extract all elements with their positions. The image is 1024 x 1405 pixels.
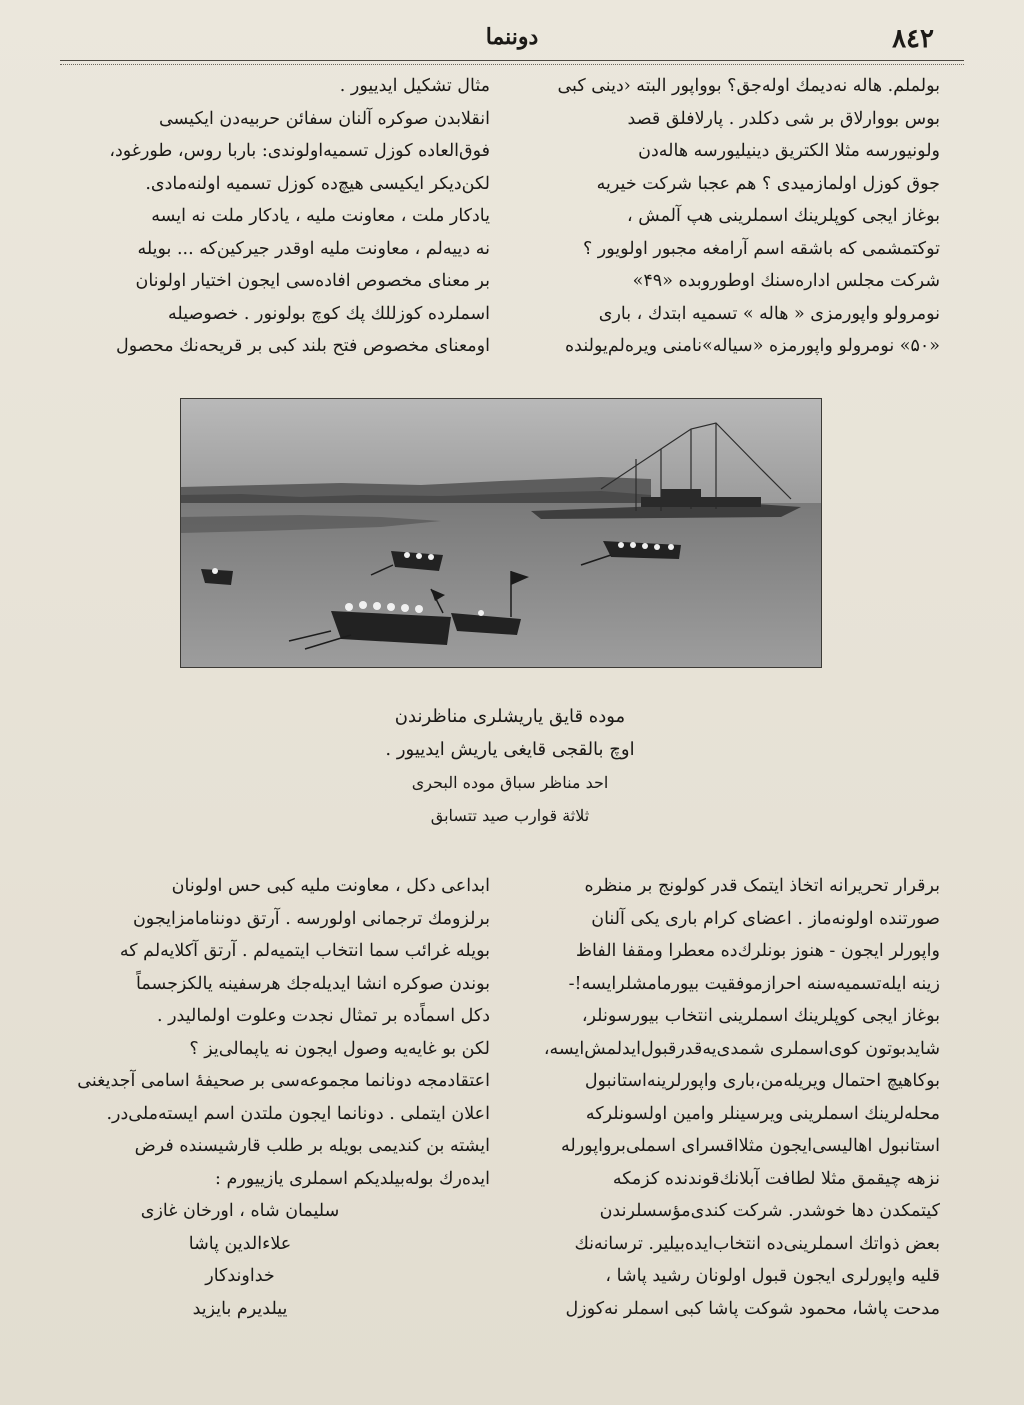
text-line: بوغاز ایجی کوپلرینك اسملرینی انتخاب بیورسونلر، xyxy=(581,1006,940,1026)
text-line: بوکاهیچ احتمال ویریله‌من،باری واپورلرینه‌استانبول xyxy=(584,1071,940,1091)
text-line: خداوندکار xyxy=(205,1266,275,1286)
text-line: شرکت مجلس اداره‌سنك اوطوروبده «۴۹» xyxy=(632,271,940,291)
text-line: واپورلر ایجون - هنوز بونلرك‌ده معطرا ومقفا الفاظ xyxy=(575,941,940,961)
caption-line-3: احد مناظر سباق موده البحری xyxy=(411,773,609,792)
column-bottom-left-body xyxy=(70,870,490,1195)
column-top-right xyxy=(500,70,940,363)
caption-line-2: اوچ بالقجی قایغی یاریش ایدییور . xyxy=(385,739,635,760)
page-number: ٨٤٢ xyxy=(892,24,934,54)
text-line: توکتمشمی که باشقه اسم آرامغه مجبور اولویور ؟ xyxy=(582,238,940,259)
photo-caption xyxy=(250,700,770,832)
text-line: ایده‌رك بوله‌بیلدیکم اسملری یازییورم : xyxy=(215,1168,490,1189)
text-line: کیتمکدن دها خوشدر. شرکت کندی‌مؤسسلرندن xyxy=(599,1201,940,1221)
text-line: علاءالدین پاشا xyxy=(188,1233,292,1254)
text-line: مثال تشکیل ایدییور . xyxy=(339,76,490,96)
text-line: بر معنای مخصوص افاده‌سی ایجون اختیار اولونان xyxy=(135,271,490,291)
column-bottom-right xyxy=(500,870,940,1325)
text-line: سلیمان شاه ، اورخان غازی xyxy=(140,1201,340,1221)
text-line: بوندن صوکره انشا ایدیله‌جك هرسفینه یالکزجسماً xyxy=(136,973,490,994)
text-line: اومعنای مخصوص فتح بلند کبی بر قریحه‌نك محصول xyxy=(115,336,490,356)
text-line: اعلان ایتملی . دونانما ایجون ملتدن اسم ایسته‌ملی‌در. xyxy=(106,1103,490,1124)
column-bottom-left xyxy=(70,870,490,1325)
text-line: برلزومك ترجمانی اولورسه . آرتق دوننامامزایجون xyxy=(132,908,490,929)
text-line: بوغاز ایجی کوپلرینك اسملرینی هپ آلمش ، xyxy=(627,206,940,226)
column-top-left xyxy=(70,70,490,363)
boat-race-photo xyxy=(180,398,822,668)
text-line: نه دییه‌لم ، معاونت ملیه اوقدر جیرکین‌که ... بویله xyxy=(137,238,490,259)
text-line: جوق کوزل اولمازمیدی ؟ هم عجبا شرکت خیریه xyxy=(596,173,940,194)
text-line: برقرار تحریرانه اتخاذ ایتمک قدر کولونج بر منظره xyxy=(584,876,940,896)
page-header xyxy=(60,20,964,60)
text-line: انقلابدن صوکره آلنان سفائن حربیه‌دن ایکیسی xyxy=(158,108,490,129)
text-line: بولملم. هاله نه‌دیمك اوله‌جق؟ بوواپور البته ‹دینی کبی xyxy=(557,76,940,96)
text-line: بویله غرائب سما انتخاب ایتمیه‌لم . آرتق آکلایه‌لم که xyxy=(119,941,490,961)
text-line: صورتنده اولونه‌ماز . اعضای کرام باری یکی آلنان xyxy=(591,908,940,929)
text-line: قلیه واپورلری ایجون قبول اولونان رشید پاشا ، xyxy=(605,1266,940,1286)
text-line: شایدبوتون کوی‌اسملری شمدی‌یه‌قدرقبول‌ایدلمش‌ایسه، xyxy=(543,1038,940,1059)
boat-race-photo-image xyxy=(181,399,821,667)
text-line: مدحت پاشا، محمود شوکت پاشا کبی اسملر نه‌کوزل xyxy=(565,1298,940,1319)
text-line: بعض ذواتك اسملرینی‌ده انتخاب‌ایده‌بیلیر. ترسانه‌نك xyxy=(574,1233,940,1254)
proposed-names-list xyxy=(70,1195,490,1325)
text-line: اسملرده کوزللك پك کوچ بولونور . خصوصیله xyxy=(168,303,490,324)
text-line: ایشته بن کندیمی بویله بر طلب قارشیسنده فرض xyxy=(134,1136,490,1156)
text-line: یادکار ملت ، معاونت ملیه ، یادکار ملت نه ایسه xyxy=(151,206,490,226)
text-line: دکل اسماً‌ده بر تمثال نجدت وعلوت اولمالیدر . xyxy=(156,1006,490,1026)
header-rule xyxy=(60,60,964,61)
text-line: لکن بو غایه‌یه وصول ایجون نه یاپمالی‌یز ؟ xyxy=(189,1038,490,1059)
text-line: بوس بووارلاق بر شی دکلدر . پارلافلق قصد xyxy=(627,108,940,129)
text-line: ولونیورسه مثلا الکتریق دینیلیورسه هاله‌دن xyxy=(638,141,940,161)
text-line: فوق‌العاده کوزل تسمیه‌اولوندی: باربا روس، طورغود، xyxy=(109,141,490,161)
text-line: اعتقادمجه دونانما مجموعه‌سی بر صحیفهٔ اسامی آجدیغنی xyxy=(77,1071,490,1091)
text-line: لکن‌دیکر ایکیسی هیچ‌ده کوزل تسمیه اولنه‌مادی. xyxy=(145,173,490,194)
text-line: نزهه چیقمق مثلا لطافت آبلانك‌قوندنده کزمکه xyxy=(612,1168,940,1189)
text-line: ابداعی دکل ، معاونت ملیه کبی حس اولونان xyxy=(171,876,490,896)
text-line: «۵۰» نومرولو واپورمزه «سیاله»نامنی ویره‌لم‌یولنده xyxy=(565,336,940,356)
caption-line-1: موده قایق یاریشلری مناظرندن xyxy=(394,706,626,727)
caption-line-4: ثلاثة قوارب صيد تتسابق xyxy=(430,806,590,825)
text-line: محله‌لرینك اسملرینی ویرسینلر وامین اولسونلرکه xyxy=(585,1103,940,1124)
running-title: دوننما xyxy=(485,24,539,50)
text-line: زینه ایله‌تسمیه‌سنه احرازموفقیت بیورمامشلرایسه!- xyxy=(568,973,940,994)
text-line: ییلدیرم بایزید xyxy=(192,1298,288,1319)
text-line: نومرولو واپورمزی « هاله » تسمیه ابتدك ، باری xyxy=(598,303,940,324)
text-line: استانبول اهالیسی‌ایجون مثلااقسرای اسملی‌برواپورله xyxy=(561,1136,940,1156)
